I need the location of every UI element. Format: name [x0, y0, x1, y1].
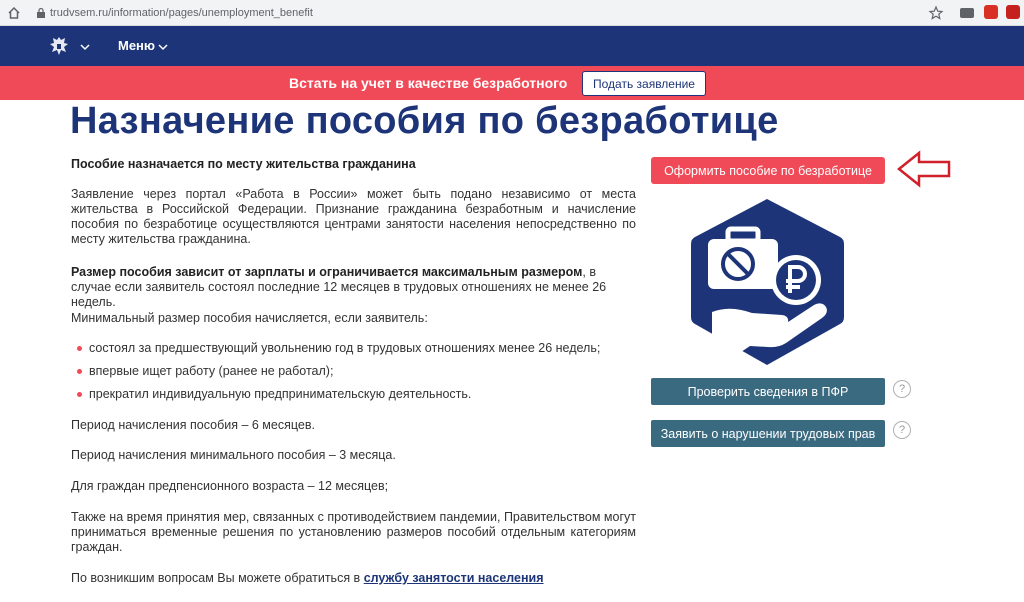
- benefit-illustration: [690, 197, 845, 367]
- extension-icon[interactable]: [1006, 5, 1020, 19]
- list-item-text: прекратил индивидуальную предпринимательскую деятельность.: [89, 387, 472, 401]
- paragraph-pandemic: Также на время принятия мер, связанных с противодействием пандемии, Правительством могут приниматься временные решения по установлению размеров пособий отдельным категориям граждан.: [71, 510, 636, 554]
- emblem-icon[interactable]: [48, 35, 70, 57]
- lock-icon: [36, 7, 46, 19]
- site-header: [0, 26, 1024, 66]
- bullet-icon: [77, 392, 82, 397]
- ruble-coin-icon: [771, 255, 821, 305]
- employment-service-link[interactable]: службу занятости населения: [363, 571, 544, 585]
- home-icon[interactable]: [6, 5, 22, 21]
- conditions-list: [71, 341, 636, 410]
- list-item-text: впервые ищет работу (ранее не работал);: [89, 364, 334, 378]
- check-pfr-button[interactable]: Проверить сведения в ПФР: [651, 378, 885, 405]
- extension-icon[interactable]: [984, 5, 998, 19]
- bullet-icon: [77, 346, 82, 351]
- arrow-left-icon: [897, 150, 951, 188]
- registration-banner: [0, 66, 1024, 100]
- help-icon[interactable]: ?: [893, 421, 911, 439]
- paragraph-minimum: Минимальный размер пособия начисляется, если заявитель:: [71, 311, 428, 325]
- period-minimum: Период начисления минимального пособия – 3 месяца.: [71, 448, 396, 462]
- banner-text: Встать на учет в качестве безработного: [289, 75, 568, 91]
- report-violation-button[interactable]: Заявить о нарушении трудовых прав: [651, 420, 885, 447]
- star-icon[interactable]: [928, 5, 944, 21]
- list-item: [71, 364, 636, 387]
- list-item: [71, 387, 636, 410]
- paragraph-size-bold: Размер пособия зависит от зарплаты и ограничивается максимальным размером: [71, 265, 583, 279]
- list-item-text: состоял за предшествующий увольнению год в трудовых отношениях менее 26 недель;: [89, 341, 601, 355]
- browser-toolbar: [0, 0, 1024, 26]
- list-item: [71, 341, 636, 364]
- paragraph-portal: Заявление через портал «Работа в России» может быть подано независимо от места жительства в Российской Федерации. Признание гражданина безработным и начисление пособия по безработице осуществляются центрами занятости населения непосредственно по месту жительства гражданина.: [71, 187, 636, 246]
- chevron-down-icon[interactable]: [158, 42, 168, 52]
- submit-application-button[interactable]: Подать заявление: [582, 71, 706, 96]
- contact-prefix: По возникшим вопросам Вы можете обратиться в: [71, 571, 364, 585]
- paragraph-contact: [71, 571, 636, 586]
- page-title: Назначение пособия по безработице: [70, 100, 779, 142]
- address-bar[interactable]: [30, 3, 950, 23]
- chevron-down-icon[interactable]: [80, 42, 90, 52]
- intro-heading: Пособие назначается по месту жительства гражданина: [71, 157, 416, 171]
- url-text: trudvsem.ru/information/pages/unemployment_benefit: [50, 7, 313, 19]
- help-icon[interactable]: ?: [893, 380, 911, 398]
- paragraph-size: [71, 265, 636, 310]
- period-prepension: Для граждан предпенсионного возраста – 12 месяцев;: [71, 479, 389, 493]
- bullet-icon: [77, 369, 82, 374]
- menu-button[interactable]: Меню: [118, 38, 156, 53]
- paragraph-size-rest: , в случае если заявитель состоял последние 12 месяцев в трудовых отношениях не менее 26 недель.: [71, 265, 607, 309]
- apply-benefit-button[interactable]: Оформить пособие по безработице: [651, 157, 885, 184]
- period-benefit: Период начисления пособия – 6 месяцев.: [71, 418, 315, 432]
- extension-icon[interactable]: [960, 8, 974, 18]
